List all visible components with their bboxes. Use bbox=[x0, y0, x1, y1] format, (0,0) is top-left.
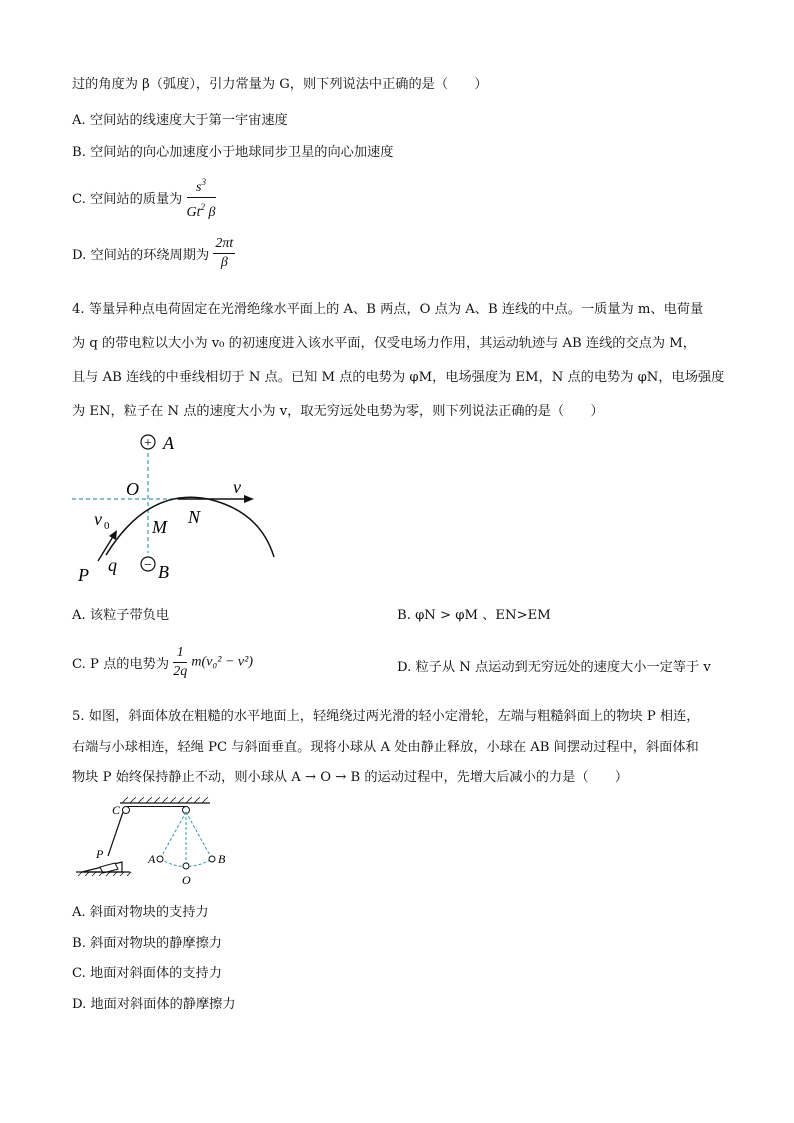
q4-stem-line1: 4. 等量异种点电荷固定在光滑绝缘水平面上的 A、B 两点，O 点为 A、B 连线的中点。一质量为 m、电荷量 bbox=[72, 302, 704, 317]
label-c: C bbox=[112, 803, 121, 817]
q3-option-d bbox=[72, 236, 235, 271]
q4-stem-line3: 且与 AB 连线的中垂线相切于 N 点。已知 M 点的电势为 φM，电场强度为 EM，N 点的电势为 φN，电场强度 bbox=[72, 370, 725, 385]
q3-c-num-exp: 3 bbox=[201, 177, 206, 187]
ceiling-hatch bbox=[122, 797, 208, 803]
q5-diagram bbox=[70, 790, 250, 890]
q3-c-den-exp: 2 bbox=[200, 202, 206, 212]
label-p: P bbox=[78, 565, 89, 585]
q5-stem-line2: 右端与小球相连，轻绳 PC 与斜面垂直。现将小球从 A 处由静止释放，小球在 AB 间摆动过程中，斜面体和 bbox=[72, 740, 699, 755]
label-o: O bbox=[126, 479, 139, 499]
ball-a bbox=[157, 856, 163, 862]
label-v: v bbox=[233, 477, 241, 497]
q5-option-b: B. 斜面对物块的静摩擦力 bbox=[72, 936, 222, 951]
q3-option-a: A. 空间站的线速度大于第一宇宙速度 bbox=[72, 113, 288, 128]
q3-c-den: Gt bbox=[186, 205, 201, 220]
pulley-c bbox=[123, 807, 130, 814]
q4-diagram bbox=[60, 425, 300, 590]
label-o: O bbox=[182, 873, 191, 887]
q5-option-d: D. 地面对斜面体的静摩擦力 bbox=[72, 997, 236, 1012]
charge-a-sign: + bbox=[144, 436, 152, 451]
q4-c-tail: m(v₀² − v²) bbox=[191, 654, 253, 670]
ball-b bbox=[209, 856, 215, 862]
q4-stem-line4: 为 EN，粒子在 N 点的速度大小为 v，取无穷远处电势为零，则下列说法正确的是（ ） bbox=[72, 404, 604, 419]
q3-stem-tail: 过的角度为 β（弧度），引力常量为 G，则下列说法中正确的是（ ） bbox=[72, 77, 488, 92]
q5-stem-line1: 5. 如图，斜面体放在粗糙的水平地面上，轻绳绕过两光滑的轻小定滑轮，左端与粗糙斜面上的物块 P 相连， bbox=[72, 709, 700, 724]
q5-option-a: A. 斜面对物块的支持力 bbox=[72, 905, 209, 920]
q3-option-c-fraction bbox=[187, 174, 216, 221]
label-a: A bbox=[148, 852, 156, 866]
q3-option-c bbox=[72, 174, 216, 221]
q4-option-c bbox=[72, 645, 253, 680]
q3-d-num: 2πt bbox=[213, 236, 235, 254]
charge-b-sign: − bbox=[144, 558, 152, 573]
q3-c-den-tail: β bbox=[208, 205, 216, 220]
q4-option-b: B. φN > φM 、EN>EM bbox=[397, 608, 551, 623]
q3-option-d-fraction bbox=[213, 236, 235, 271]
velocity-v-arrowhead bbox=[244, 495, 254, 503]
q4-stem-line2: 为 q 的带电粒以大小为 v₀ 的初速度进入该水平面，仅受电场力作用，其运动轨迹与 AB 连线的交点为 M， bbox=[72, 336, 696, 351]
q4-c-num: 1 bbox=[173, 645, 187, 663]
q4-option-d: D. 粒子从 N 点运动到无穷远处的速度大小一定等于 v bbox=[397, 660, 711, 675]
q3-c-num: s bbox=[196, 180, 202, 195]
q3-option-c-label: C. 空间站的质量为 bbox=[72, 192, 183, 207]
label-v0-sub: 0 bbox=[104, 520, 110, 532]
label-p: P bbox=[96, 847, 104, 861]
q4-option-c-fraction bbox=[173, 645, 187, 680]
q3-option-b: B. 空间站的向心加速度小于地球同步卫星的向心加速度 bbox=[72, 145, 394, 160]
rope-to-b bbox=[186, 812, 212, 859]
label-q: q bbox=[108, 555, 117, 575]
label-m: M bbox=[152, 517, 167, 537]
rope-to-a bbox=[160, 812, 186, 859]
label-b: B bbox=[158, 562, 169, 582]
label-b: B bbox=[218, 852, 226, 866]
label-a: A bbox=[163, 433, 174, 453]
q4-c-den: 2q bbox=[173, 664, 188, 679]
label-v0: v bbox=[94, 509, 102, 529]
ball-o bbox=[183, 863, 189, 869]
rope-pc bbox=[108, 812, 123, 856]
q3-d-den: β bbox=[220, 255, 228, 270]
q5-option-c: C. 地面对斜面体的支持力 bbox=[72, 966, 222, 981]
q4-option-c-label: C. P 点的电势为 bbox=[72, 657, 170, 672]
q3-option-d-label: D. 空间站的环绕周期为 bbox=[72, 248, 210, 263]
label-n: N bbox=[188, 507, 201, 527]
q4-option-a: A. 该粒子带负电 bbox=[72, 608, 170, 623]
velocity-v0-arrowhead bbox=[109, 530, 117, 540]
q5-stem-line3: 物块 P 始终保持静止不动，则小球从 A → O → B 的运动过程中，先增大后减小的力是（ ） bbox=[72, 770, 629, 785]
